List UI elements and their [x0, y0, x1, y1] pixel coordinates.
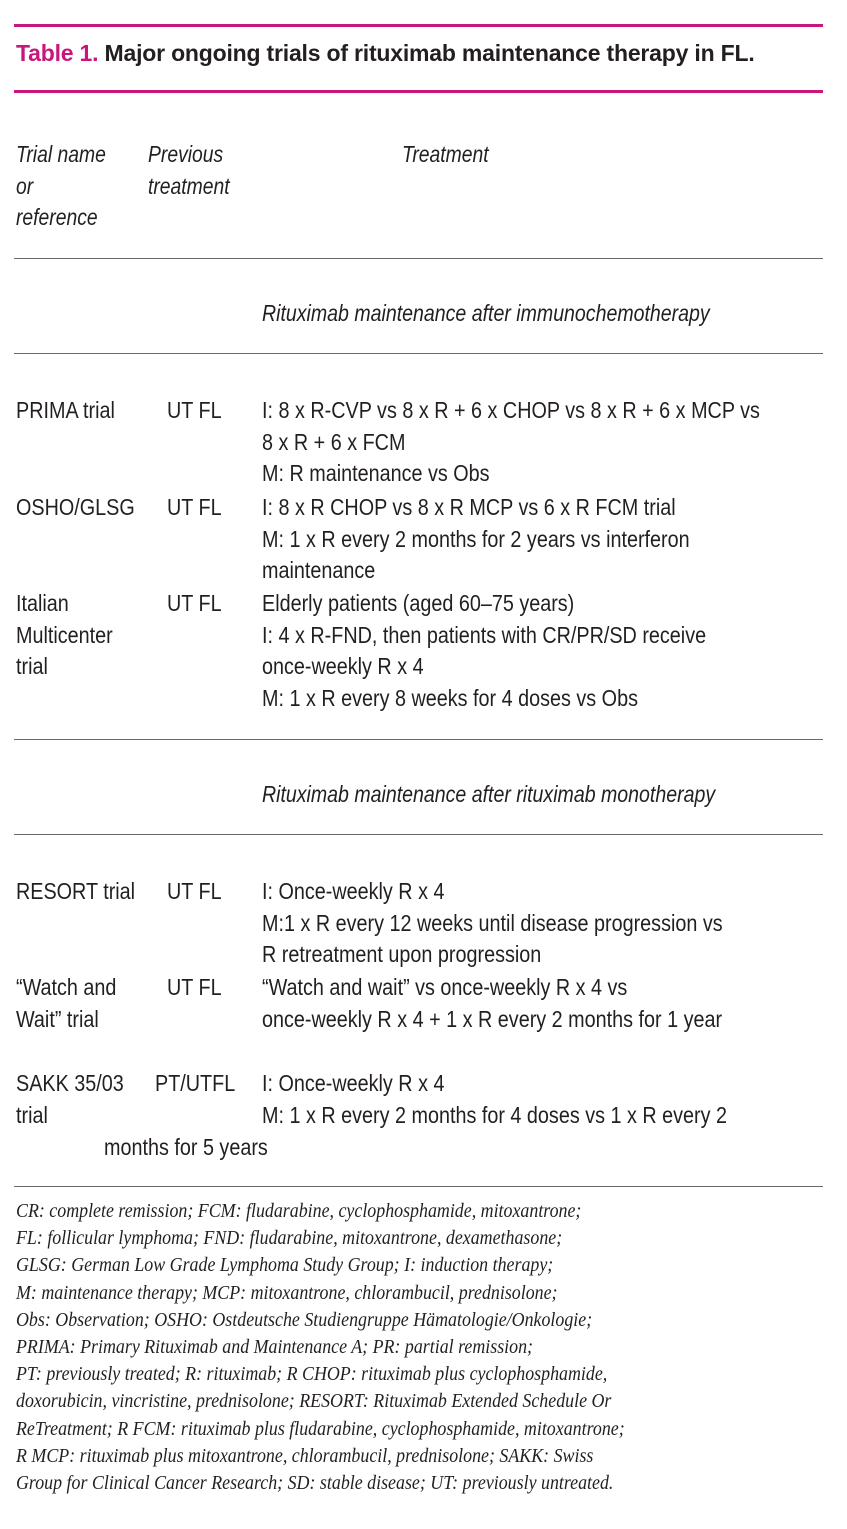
- footnote-line: ReTreatment; R FCM: rituximab plus fludarabine, cyclophosphamide, mitoxantrone;: [16, 1417, 625, 1440]
- previous-treatment: PT/UTFL: [155, 1070, 236, 1096]
- footnote-line: R MCP: rituximab plus mitoxantrone, chlorambucil, prednisolone; SAKK: Swiss: [16, 1444, 594, 1467]
- treatment-description: I: 8 x R CHOP vs 8 x R MCP vs 6 x R FCM trial M: 1 x R every 2 months for 2 years vs interferon maintenance: [262, 494, 690, 583]
- table-footnotes: [16, 1198, 822, 1497]
- trial-name: PRIMA trial: [16, 397, 115, 423]
- footnote-line: PRIMA: Primary Rituximab and Maintenance A; PR: partial remission;: [16, 1336, 534, 1359]
- section-label-immunochemotherapy: Rituximab maintenance after immunochemotherapy: [262, 300, 710, 326]
- table-number: Table 1.: [16, 40, 99, 66]
- treatment-description: I: Once-weekly R x 4 M: 1 x R every 2 months for 4 doses vs 1 x R every 2: [262, 1070, 728, 1128]
- trial-name: Italian Multicenter trial: [16, 590, 113, 679]
- top-accent-rule: [14, 24, 823, 27]
- footnote-line: Obs: Observation; OSHO: Ostdeutsche Studiengruppe Hämatologie/Onkologie;: [16, 1308, 593, 1331]
- trial-name: RESORT trial: [16, 878, 136, 904]
- treatment-description: I: 8 x R-CVP vs 8 x R + 6 x CHOP vs 8 x R + 6 x MCP vs 8 x R + 6 x FCM M: R maintenance vs Obs: [262, 397, 760, 486]
- section-divider-2: [14, 739, 823, 740]
- table-title: Major ongoing trials of rituximab maintenance therapy in FL.: [104, 40, 755, 66]
- previous-treatment: UT FL: [167, 590, 222, 616]
- footnote-line: GLSG: German Low Grade Lymphoma Study Group; I: induction therapy;: [16, 1254, 554, 1277]
- header-treatment: Treatment: [402, 141, 489, 167]
- footnote-line: PT: previously treated; R: rituximab; R CHOP: rituximab plus cyclophosphamide,: [16, 1363, 608, 1386]
- treatment-description: I: Once-weekly R x 4 M:1 x R every 12 weeks until disease progression vs R retreatment upon progression: [262, 878, 723, 967]
- trial-name: “Watch and Wait” trial: [16, 974, 117, 1032]
- previous-treatment: UT FL: [167, 397, 222, 423]
- header-trial-name: Trial name or reference: [16, 141, 106, 230]
- section-divider-3: [14, 834, 823, 835]
- table-caption: [16, 40, 755, 67]
- section-label-monotherapy: Rituximab maintenance after rituximab monotherapy: [262, 781, 716, 807]
- section-divider-1: [14, 353, 823, 354]
- trial-name: SAKK 35/03 trial: [16, 1070, 124, 1128]
- header-previous-treatment: Previous treatment: [148, 141, 230, 199]
- previous-treatment: UT FL: [167, 974, 222, 1000]
- header-divider: [14, 258, 823, 259]
- footnote-line: M: maintenance therapy; MCP: mitoxantrone, chlorambucil, prednisolone;: [16, 1281, 558, 1304]
- previous-treatment: UT FL: [167, 494, 222, 520]
- caption-bottom-rule: [14, 90, 823, 93]
- treatment-description: Elderly patients (aged 60–75 years) I: 4 x R-FND, then patients with CR/PR/SD receive once-weekly R x 4 M: 1 x R every 8 weeks for 4 doses vs Obs: [262, 590, 707, 711]
- footnote-line: CR: complete remission; FCM: fludarabine, cyclophosphamide, mitoxantrone;: [16, 1200, 582, 1222]
- footnote-divider: [14, 1186, 823, 1187]
- trial-name: OSHO/GLSG: [16, 494, 135, 520]
- footnote-line: FL: follicular lymphoma; FND: fludarabine, mitoxantrone, dexamethasone;: [16, 1227, 563, 1250]
- treatment-description: “Watch and wait” vs once-weekly R x 4 vs once-weekly R x 4 + 1 x R every 2 months for 1 year: [262, 974, 723, 1032]
- treatment-continuation: months for 5 years: [104, 1134, 268, 1160]
- previous-treatment: UT FL: [167, 878, 222, 904]
- footnote-line: Group for Clinical Cancer Research; SD: stable disease; UT: previously untreated.: [16, 1472, 614, 1495]
- footnote-line: doxorubicin, vincristine, prednisolone; RESORT: Rituximab Extended Schedule Or: [16, 1390, 612, 1413]
